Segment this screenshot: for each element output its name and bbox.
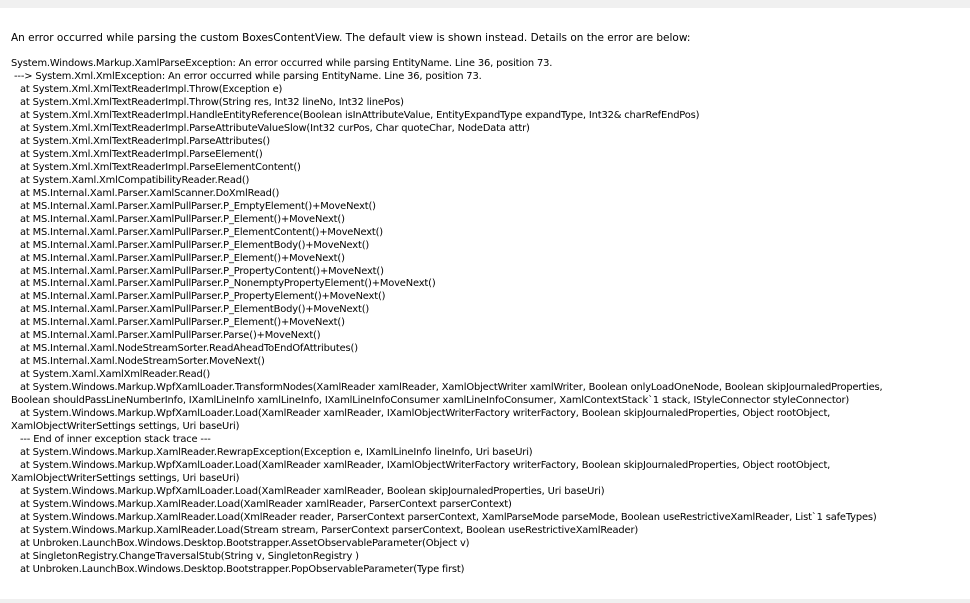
stack-trace-line: XamlObjectWriterSettings settings, Uri baseUri) <box>11 473 240 484</box>
stack-trace-line: at System.Xml.XmlTextReaderImpl.ParseAttributes() <box>11 135 270 147</box>
stack-trace-line: at System.Xml.XmlTextReaderImpl.ParseElement() <box>11 148 263 160</box>
stack-trace-line: at MS.Internal.Xaml.Parser.XamlPullParser.P_Element()+MoveNext() <box>11 213 345 225</box>
stack-trace-line: at System.Xml.XmlTextReaderImpl.HandleEntityReference(Boolean isInAttributeValue, EntityExpandType expandType, Int32& charRefEndPos) <box>11 109 700 121</box>
stack-trace-line: at MS.Internal.Xaml.Parser.XamlPullParser.P_PropertyElement()+MoveNext() <box>11 291 386 303</box>
stack-trace-line: at System.Windows.Markup.XamlReader.Load(XmlReader reader, ParserContext parserContext, XamlParseMode parseMode, Boolean useRestrictiveXamlReader, List`1 safeTypes) <box>11 511 877 523</box>
stack-trace-line: at System.Windows.Markup.WpfXamlLoader.Load(XamlReader xamlReader, Boolean skipJournaledProperties, Uri baseUri) <box>11 485 605 497</box>
stack-trace-line: at System.Xml.XmlTextReaderImpl.ParseElementContent() <box>11 161 301 173</box>
stack-trace-line: at System.Windows.Markup.XamlReader.Load(Stream stream, ParserContext parserContext, Boolean useRestrictiveXamlReader) <box>11 524 639 536</box>
error-intro-text: An error occurred while parsing the custom BoxesContentView. The default view is shown instead. Details on the error are below: <box>11 32 691 44</box>
stack-trace-line: at System.Windows.Markup.WpfXamlLoader.Load(XamlReader xamlReader, IXamlObjectWriterFactory writerFactory, Boolean skipJournaledProperties, Object rootObject, <box>11 408 831 420</box>
stack-trace-line: at MS.Internal.Xaml.Parser.XamlPullParser.P_EmptyElement()+MoveNext() <box>11 200 376 212</box>
stack-trace-line: at MS.Internal.Xaml.Parser.XamlPullParser.P_ElementBody()+MoveNext() <box>11 239 370 251</box>
stack-trace-line: at MS.Internal.Xaml.Parser.XamlPullParser.P_PropertyContent()+MoveNext() <box>11 265 384 277</box>
stack-trace-line: Boolean shouldPassLineNumberInfo, IXamlLineInfo xamlLineInfo, IXamlLineInfoConsumer xamlLineInfoConsumer, XamlContextStack`1 stack, IStyleConnector styleConnector) <box>11 395 850 407</box>
stack-trace-line: at System.Windows.Markup.XamlReader.RewrapException(Exception e, IXamlLineInfo lineInfo, Uri baseUri) <box>11 447 533 459</box>
stack-trace-line: at System.Xaml.XmlCompatibilityReader.Read() <box>11 174 250 186</box>
stack-trace-line: at System.Windows.Markup.XamlReader.Load(XamlReader xamlReader, ParserContext parserContext) <box>11 498 512 510</box>
stack-trace-line: --- End of inner exception stack trace --- <box>11 434 211 446</box>
stack-trace-line: at MS.Internal.Xaml.Parser.XamlPullParser.Parse()+MoveNext() <box>11 330 321 342</box>
stack-trace-line: at MS.Internal.Xaml.Parser.XamlScanner.DoXmlRead() <box>11 187 280 199</box>
stack-trace <box>11 58 966 577</box>
stack-trace-line: at System.Xml.XmlTextReaderImpl.Throw(Exception e) <box>11 83 283 95</box>
stack-trace-line: at MS.Internal.Xaml.Parser.XamlPullParser.P_Element()+MoveNext() <box>11 317 345 329</box>
stack-trace-line: at MS.Internal.Xaml.Parser.XamlPullParser.P_ElementBody()+MoveNext() <box>11 304 370 316</box>
stack-trace-line: System.Windows.Markup.XamlParseException: An error occurred while parsing EntityName. Line 36, position 73. <box>11 58 553 69</box>
stack-trace-line: at System.Windows.Markup.WpfXamlLoader.TransformNodes(XamlReader xamlReader, XamlObjectWriter xamlWriter, Boolean onlyLoadOneNode, Boolean skipJournaledProperties, <box>11 382 883 394</box>
stack-trace-line: at System.Xml.XmlTextReaderImpl.Throw(String res, Int32 lineNo, Int32 linePos) <box>11 96 404 108</box>
stack-trace-line: at MS.Internal.Xaml.Parser.XamlPullParser.P_Element()+MoveNext() <box>11 252 345 264</box>
stack-trace-line: at Unbroken.LaunchBox.Windows.Desktop.Bootstrapper.PopObservableParameter(Type first) <box>11 563 465 575</box>
error-panel <box>0 8 970 599</box>
stack-trace-line: at System.Xml.XmlTextReaderImpl.ParseAttributeValueSlow(Int32 curPos, Char quoteChar, NodeData attr) <box>11 122 530 134</box>
stack-trace-line: XamlObjectWriterSettings settings, Uri baseUri) <box>11 421 240 433</box>
stack-trace-line: at SingletonRegistry.ChangeTraversalStub(String v, SingletonRegistry ) <box>11 550 359 562</box>
stack-trace-line: at MS.Internal.Xaml.NodeStreamSorter.ReadAheadToEndOfAttributes() <box>11 343 358 355</box>
stack-trace-line: at MS.Internal.Xaml.NodeStreamSorter.MoveNext() <box>11 356 265 368</box>
stack-trace-line: at System.Xaml.XamlXmlReader.Read() <box>11 369 211 381</box>
stack-trace-line: at MS.Internal.Xaml.Parser.XamlPullParser.P_NonemptyPropertyElement()+MoveNext() <box>11 278 436 290</box>
stack-trace-line: ---> System.Xml.XmlException: An error occurred while parsing EntityName. Line 36, position 73. <box>11 70 482 82</box>
stack-trace-line: at MS.Internal.Xaml.Parser.XamlPullParser.P_ElementContent()+MoveNext() <box>11 226 384 238</box>
stack-trace-line: at Unbroken.LaunchBox.Windows.Desktop.Bootstrapper.AssetObservableParameter(Object v) <box>11 537 470 549</box>
stack-trace-line: at System.Windows.Markup.WpfXamlLoader.Load(XamlReader xamlReader, IXamlObjectWriterFactory writerFactory, Boolean skipJournaledProperties, Object rootObject, <box>11 460 831 472</box>
